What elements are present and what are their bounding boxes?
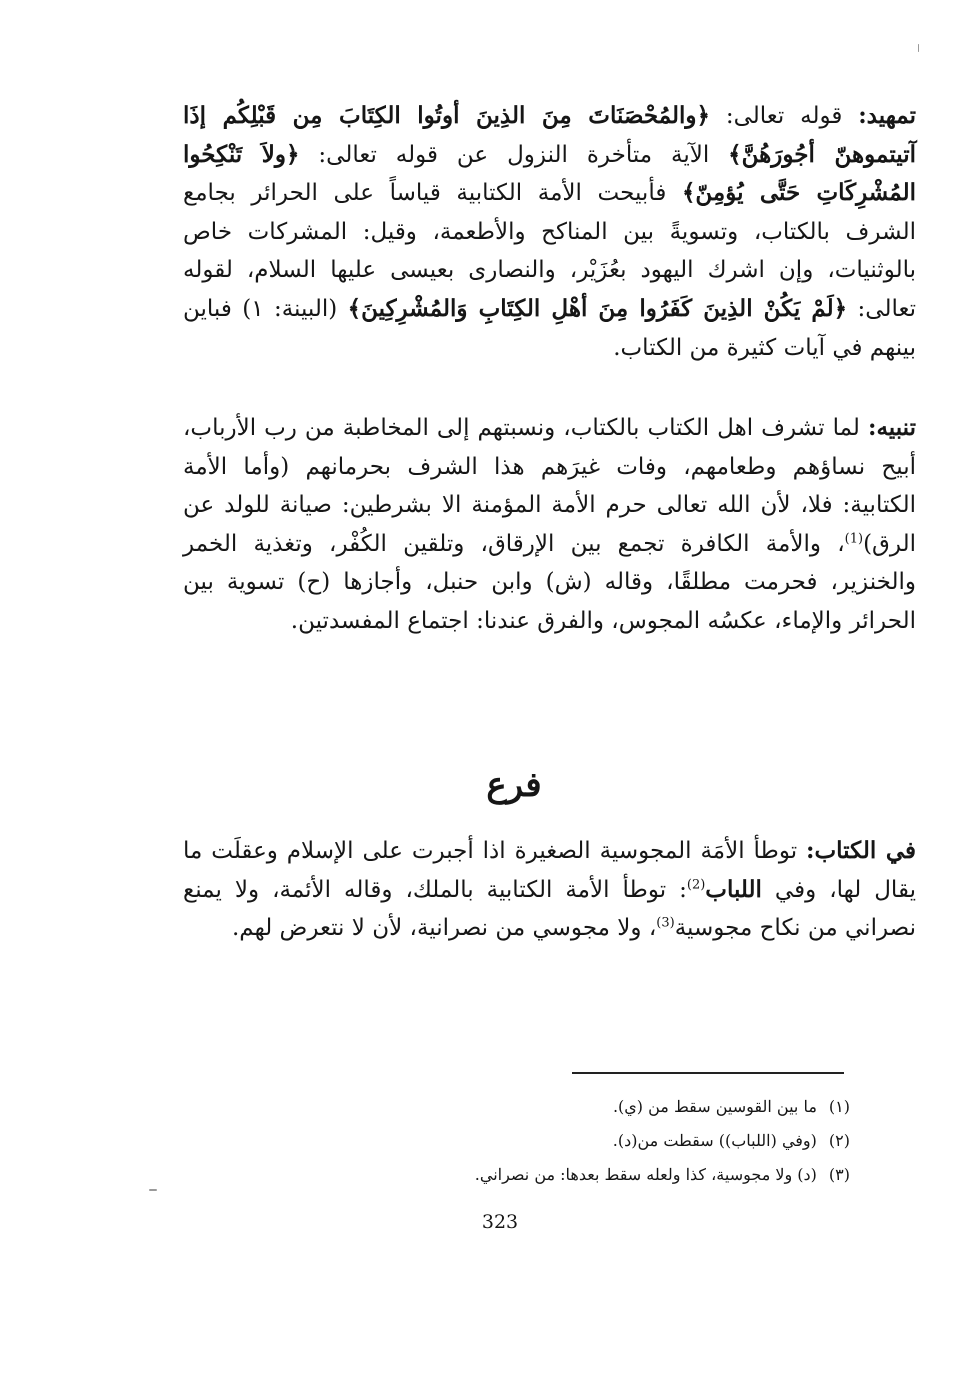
- tanbih-text-2: ، والأمة الكافرة تجمع بين الإرقاق، وتلقين الكُفْر، وتغذية الخمر والخنزير، فحرمت مطلقًا، وقاله (ش) وابن حنبل، وأجازها (ح) تسوية بين الحرائر والإماء، عكسُه المجوس، والفرق عندنا: اجتماع المفسدتين.: [183, 530, 916, 634]
- footnote-3: [380, 1158, 850, 1192]
- footnote-ref-2: (2): [686, 876, 706, 892]
- scan-speck: [149, 1189, 157, 1191]
- footnote-ref-3: (3): [656, 915, 675, 931]
- footnote-separator: [572, 1072, 844, 1074]
- section-heading: فرع: [486, 765, 542, 805]
- kitab-text-1: توطأ الأمَة المجوسية الصغيرة اذا أجبرت على الإسلام وعقلَت ما يقال لها، وفي: [183, 838, 916, 903]
- tamhid-text: [183, 97, 916, 367]
- tamhid-text-4: (البينة: ١) فباين بينهم في آيات كثيرة من الكتاب.: [183, 295, 916, 361]
- footnote-number: (٣): [828, 1165, 850, 1184]
- footnote-ref-1: (1): [844, 531, 864, 547]
- tamhid-text-3: فأبيحت الأمة الكتابية قياساً على الحرائر بجامع الشرف بالكتاب، وتسويةً بين المناكح والأطعمة، وقيل: المشركات خاص بالوثنيات، وإن اشرك اليهود بعُزَيْر، والنصارى بعيسى عليها السلام، لقوله تعالى:: [183, 180, 916, 322]
- footnotes: [380, 1090, 850, 1192]
- kitab-text: [183, 832, 916, 948]
- kitab-paragraph: [183, 832, 916, 948]
- lubab-title: اللباب: [705, 875, 762, 903]
- footnote-2: [380, 1124, 850, 1158]
- footnote-text: ما بين القوسين سقط من (ي).: [612, 1097, 817, 1116]
- footnote-1: [380, 1090, 850, 1124]
- kitab-text-3: ، ولا مجوسي من نصرانية، لأن لا نتعرض لهم.: [231, 915, 657, 942]
- tanbih-text: [183, 409, 916, 641]
- tanbih-paragraph: [183, 409, 916, 641]
- tamhid-text-2: الآية متأخرة النزول عن قوله تعالى:: [299, 141, 729, 168]
- tamhid-lead: تمهيد:: [858, 102, 916, 129]
- kitab-text-2: : توطأ الأمة الكتابية بالملك، وقاله الأئمة، ولا يمنع نصراني من نكاح مجوسية: [183, 876, 916, 942]
- footnote-text: (وفي (اللباب)) سقطت من(د).: [612, 1131, 817, 1150]
- scan-speck: [918, 44, 919, 52]
- tamhid-paragraph: [183, 97, 916, 367]
- quran-verse-3: ﴿لَمْ يَكُنْ الذِينَ كَفَرُوا مِنَ أهْلِ الكِتَابِ وَالمُشْرِكِينَ﴾: [347, 294, 848, 322]
- quran-verse-1: ﴿والمُحْصَنَاتَ مِنَ الذِينَ أوتُوا الكِتَابَ مِن قَبْلِكُم إذَا آتيتموهنّ أجُورَهُنَّ﴾: [183, 102, 916, 168]
- tanbih-text-1: لما تشرف اهل الكتاب بالكتاب، ونسبتهم إلى المخاطبة من رب الأرباب، أبيح نساؤهم وطعامهم، وفات غيرَهم هذا الشرف بحرمانهم (وأما الأمة الكتابية: فلا، لأن الله تعالى حرم الأمة المؤمنة الا بشرطين: صيانة للولد عن الرق): [183, 415, 916, 557]
- quran-verse-2: ﴿ولاَ تَنْكِحُوا المُشْرِكَاتِ حَتَّى يُؤمِنّ﴾: [183, 140, 916, 207]
- footnote-number: (١): [828, 1097, 850, 1116]
- footnote-text: (د) ولا مجوسية، كذا ولعله سقط بعدها: من نصراني.: [474, 1165, 817, 1184]
- page-number: 323: [481, 1211, 519, 1233]
- kitab-lead: في الكتاب:: [806, 837, 916, 864]
- tanbih-lead: تنبيه:: [867, 414, 916, 441]
- footnote-number: (٢): [828, 1131, 850, 1150]
- tamhid-text-1: قوله تعالى:: [709, 103, 859, 129]
